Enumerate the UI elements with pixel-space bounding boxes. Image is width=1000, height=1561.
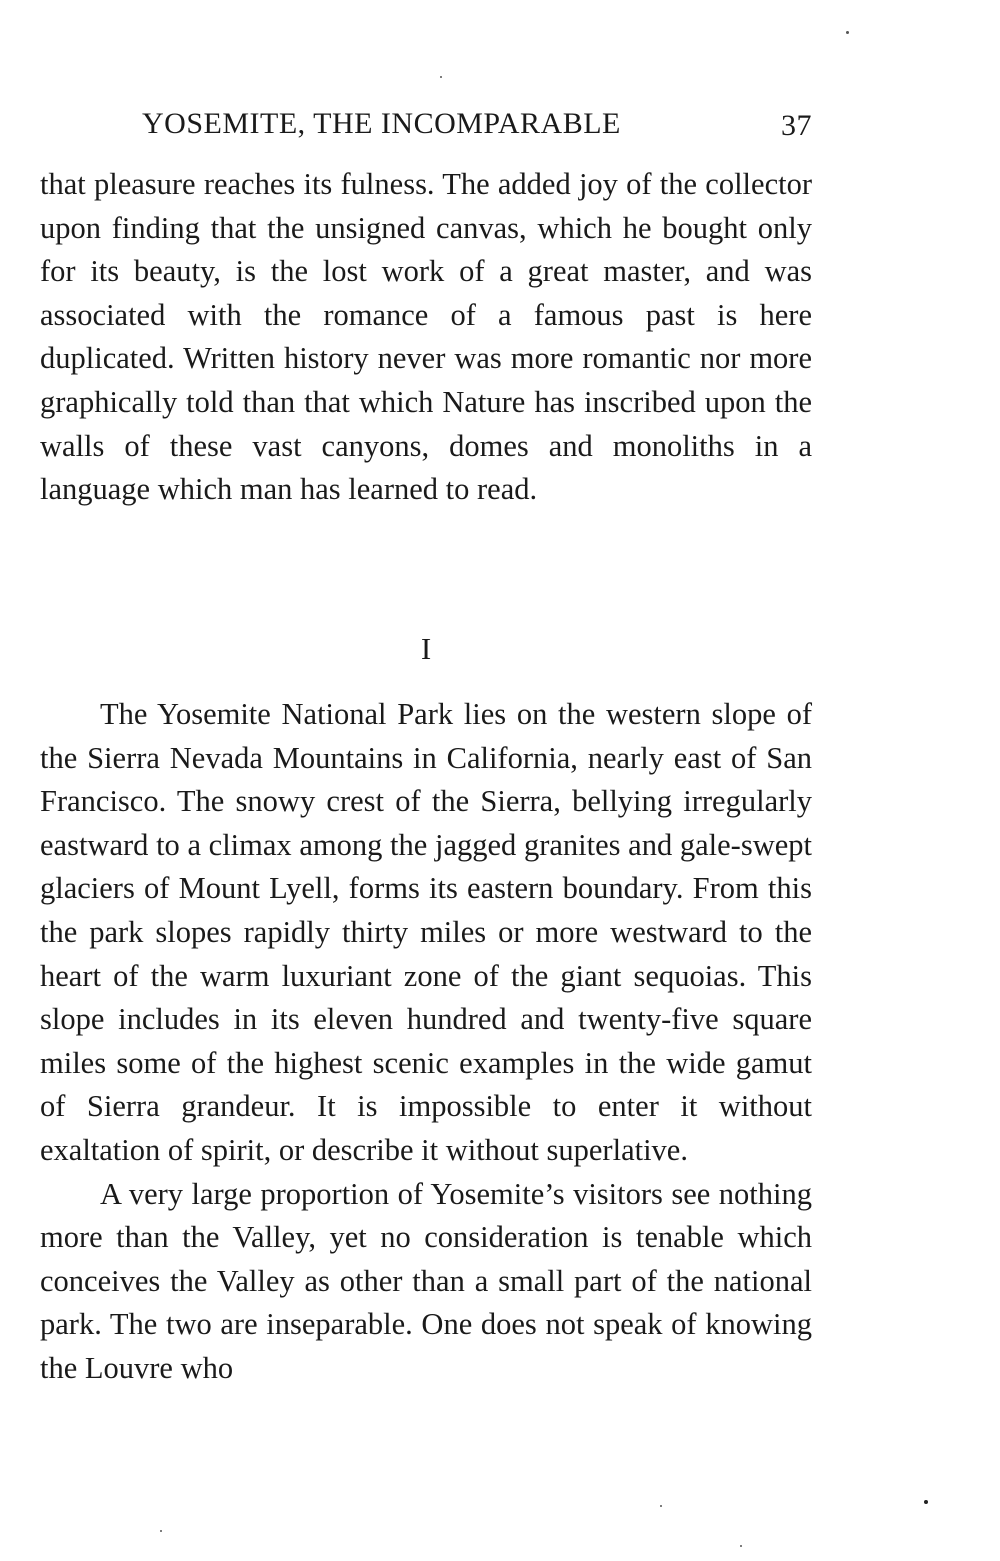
- scan-speck: [924, 1500, 928, 1504]
- section-heading: I: [420, 631, 432, 666]
- scan-speck: [160, 1530, 162, 1532]
- paragraph: that pleasure reaches its fulness. The added joy of the collector upon finding that the unsigned canvas, which he bought only for its beauty, is the lost work of a great master, and was associated with the romance of a famous past is here duplicated. Written history never was more romantic nor more graphically told than that which Nature has inscribed upon the walls of these vast canyons, domes and monoliths in a language which man has learned to read.: [40, 167, 812, 507]
- running-head-title: YOSEMITE, THE INCOMPARABLE: [142, 107, 621, 140]
- paragraph: The Yosemite National Park lies on the western slope of the Sierra Nevada Mountains in California, nearly east of San Francisco. The snowy crest of the Sierra, bellying irregularly eastward to a climax among the jagged granites and gale-swept glaciers of Mount Lyell, forms its eastern boundary. From this the park slopes rapidly thirty miles or more westward to the heart of the warm luxuriant zone of the giant sequoias. This slope includes in its eleven hundred and twenty-five square miles some of the highest scenic examples in the wide gamut of Sierra grandeur. It is impossible to enter it without exaltation of spirit, or describe it without superlative.: [40, 697, 812, 1167]
- scan-speck: [440, 76, 442, 78]
- scan-speck: [660, 1505, 662, 1507]
- scan-speck: [740, 1545, 742, 1547]
- page-number: 37: [781, 109, 812, 142]
- paragraph: A very large proportion of Yosemite’s visitors see nothing more than the Valley, yet no consideration is tenable which conceives the Valley as other than a small part of the national park. The two are inseparable. One does not speak of knowing the Louvre who: [40, 1176, 812, 1385]
- section-text-block: [40, 693, 812, 1391]
- continued-text-block: [40, 163, 812, 512]
- running-head: [40, 104, 812, 144]
- scan-speck: [846, 31, 849, 34]
